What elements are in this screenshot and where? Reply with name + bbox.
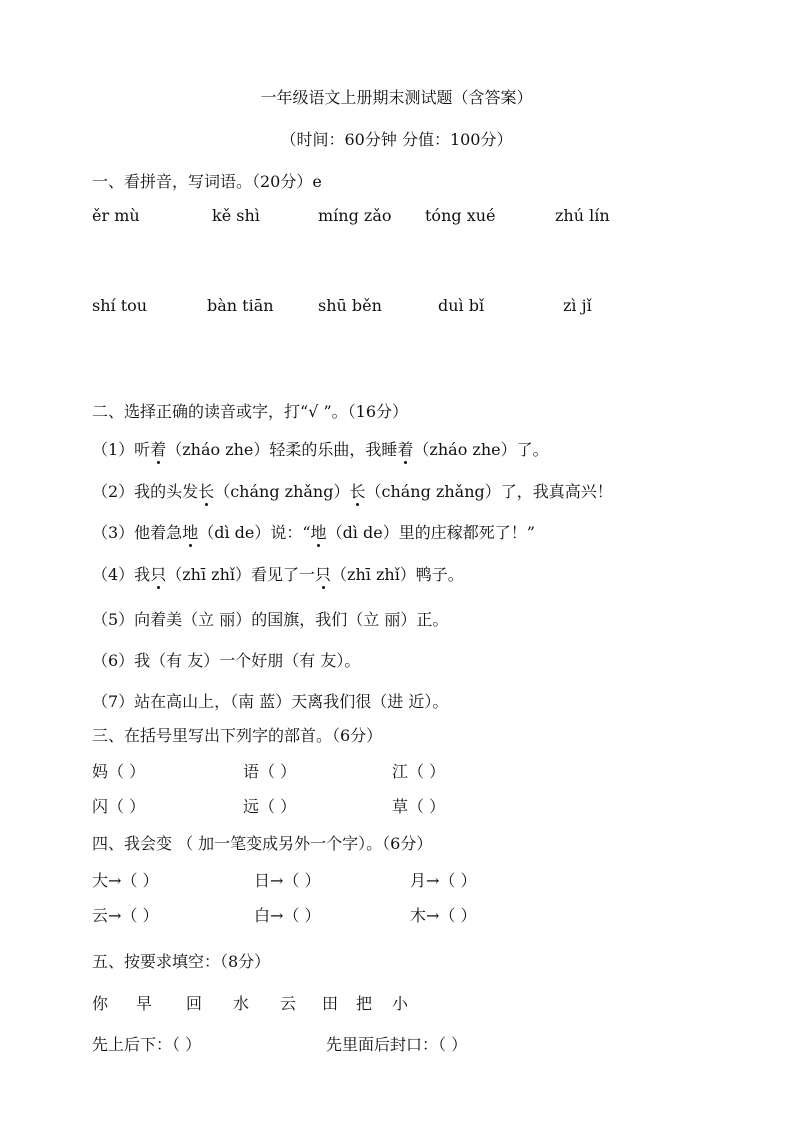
transform-item: 月→（ ） bbox=[410, 871, 477, 890]
pinyin-item: shū běn bbox=[318, 296, 382, 315]
char-item: 早 bbox=[136, 994, 153, 1013]
question-6: （6）我（有 友）一个好朋（有 友）。 bbox=[92, 651, 361, 670]
radical-item: 江（ ） bbox=[392, 762, 446, 781]
char-item: 回 bbox=[186, 994, 203, 1013]
pinyin-row-2 bbox=[0, 296, 793, 316]
pinyin-item: zì jǐ bbox=[563, 296, 592, 315]
radical-item: 妈（ ） bbox=[92, 762, 146, 781]
pinyin-item: ěr mù bbox=[92, 206, 140, 225]
fill-item: 先里面后封口：（ ） bbox=[326, 1035, 468, 1054]
radical-item: 远（ ） bbox=[243, 797, 297, 816]
fill-item: 先上后下：（ ） bbox=[92, 1035, 202, 1054]
char-item: 小 bbox=[392, 994, 409, 1013]
transform-item: 日→（ ） bbox=[254, 871, 321, 890]
transform-row-2 bbox=[0, 906, 793, 926]
char-item: 你 bbox=[92, 994, 109, 1013]
pinyin-item: míng zǎo bbox=[318, 206, 392, 225]
pinyin-item: shí tou bbox=[92, 296, 148, 315]
pinyin-item: bàn tiān bbox=[207, 296, 274, 315]
transform-item: 白→（ ） bbox=[254, 906, 321, 925]
transform-item: 木→（ ） bbox=[410, 906, 477, 925]
section-4-heading: 四、我会变 （ 加一笔变成另外一个字）。（6分） bbox=[92, 834, 433, 853]
section-1-heading: 一、看拼音，写词语。（20分）e bbox=[92, 172, 322, 191]
radical-row-2 bbox=[0, 797, 793, 817]
radical-item: 闪（ ） bbox=[92, 797, 146, 816]
page-subtitle: （时间：60分钟 分值：100分） bbox=[280, 130, 513, 149]
question-5: （5）向着美（立 丽）的国旗，我们（立 丽）正。 bbox=[92, 610, 449, 629]
fill-row bbox=[0, 1035, 793, 1055]
question-1: （1）听着（zháo zhe）轻柔的乐曲，我睡着（zháo zhe）了。 bbox=[92, 440, 549, 459]
transform-item: 大→（ ） bbox=[92, 871, 159, 890]
question-4: （4）我只（zhī zhǐ）看见了一只（zhī zhǐ）鸭子。 bbox=[92, 565, 464, 584]
radical-item: 草（ ） bbox=[392, 797, 446, 816]
radical-row-1 bbox=[0, 762, 793, 782]
char-item: 田 bbox=[322, 994, 339, 1013]
page-title: 一年级语文上册期末测试题（含答案） bbox=[260, 88, 533, 107]
pinyin-item: zhú lín bbox=[555, 206, 610, 225]
pinyin-item: tóng xué bbox=[425, 206, 496, 225]
transform-item: 云→（ ） bbox=[92, 906, 159, 925]
pinyin-row-1 bbox=[0, 206, 793, 226]
pinyin-item: kě shì bbox=[212, 206, 260, 225]
pinyin-item: duì bǐ bbox=[438, 296, 485, 315]
char-row bbox=[0, 994, 793, 1014]
question-3: （3）他着急地（dì de）说：“地（dì de）里的庄稼都死了！” bbox=[92, 523, 535, 542]
section-2-heading: 二、选择正确的读音或字，打“√ ”。（16分） bbox=[92, 402, 409, 421]
transform-row-1 bbox=[0, 871, 793, 891]
question-7: （7）站在高山上，（南 蓝）天离我们很（进 近）。 bbox=[92, 692, 449, 711]
section-5-heading: 五、按要求填空：（8分） bbox=[92, 952, 271, 971]
char-item: 水 bbox=[233, 994, 250, 1013]
radical-item: 语（ ） bbox=[243, 762, 297, 781]
char-item: 把 bbox=[356, 994, 373, 1013]
char-item: 云 bbox=[280, 994, 297, 1013]
section-3-heading: 三、在括号里写出下列字的部首。（6分） bbox=[92, 726, 383, 745]
question-2: （2）我的头发长（cháng zhǎng）长（cháng zhǎng）了，我真高兴！ bbox=[92, 482, 613, 501]
